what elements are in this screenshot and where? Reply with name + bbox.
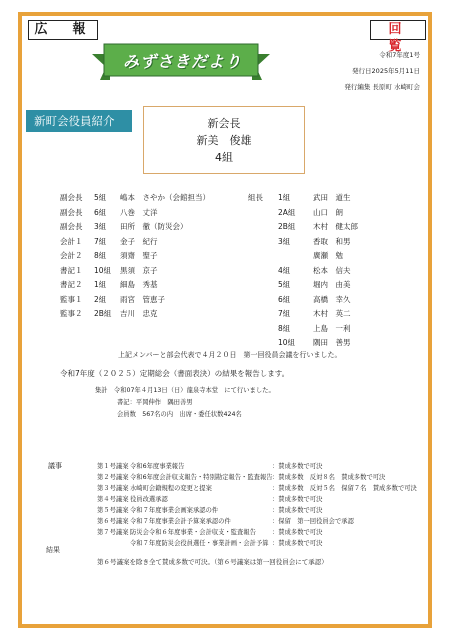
- officer-name: 雨宮 管恵子: [120, 294, 165, 304]
- leader-name: 上島 一利: [313, 323, 351, 333]
- leader-group: 3組: [278, 236, 291, 246]
- leader-name: 堀内 由美: [313, 280, 351, 289]
- officer-role: 副会長: [60, 207, 83, 217]
- agenda-title: 令和７年度事業会計予算案承認の件: [130, 518, 231, 525]
- leader-group: 5組: [278, 280, 291, 289]
- officer-name: 田所 徹（防災会）: [120, 222, 188, 231]
- officer-group: 10組: [94, 265, 112, 275]
- leader-role: 組長: [248, 193, 263, 202]
- agenda-number: 第７号議案: [97, 529, 129, 536]
- officer-name: 須齋 聖子: [120, 251, 158, 260]
- leader-group: 2B組: [278, 222, 296, 231]
- agenda-result: ：賛成多数で可決: [272, 463, 323, 470]
- president-group: 4組: [215, 151, 233, 164]
- agenda-number: 第２号議案: [97, 474, 129, 481]
- member-count-line: 会員数 567名の内 出席・委任状数424名: [117, 411, 242, 418]
- agenda-title: 令和７年度防災会役員選任・事業計画・会計予算: [130, 540, 269, 547]
- agenda-title: 令和７年度事業会画案承認の件: [130, 507, 219, 514]
- officer-group: 5組: [94, 193, 107, 202]
- leader-group: 1組: [278, 193, 291, 202]
- agenda-number: 第３号議案: [97, 485, 129, 492]
- leader-name: 隅田 善男: [313, 338, 351, 347]
- agenda-title: 防災会令和６年度事業・会計収支・監査報告: [130, 529, 256, 536]
- leader-group: 6組: [278, 294, 291, 304]
- count-line: 集計 令和07年４月13日（日）龍泉寺本堂 にて行いました。: [95, 387, 275, 394]
- officer-role: 書記１: [60, 265, 83, 275]
- leader-name: 高橋 幸久: [313, 294, 351, 304]
- agenda-heading: 議事: [48, 462, 62, 470]
- officer-name: 吉川 忠克: [120, 309, 158, 318]
- officer-group: 3組: [94, 222, 107, 231]
- newsletter-title: みずさきだより: [122, 52, 242, 71]
- agenda-number: 第１号議案: [97, 463, 129, 470]
- leader-name: 武田 道生: [313, 193, 351, 202]
- officer-group: 1組: [94, 280, 107, 289]
- agenda-result: ：賛成多数で可決: [272, 496, 323, 503]
- officer-group: 2組: [94, 294, 107, 304]
- leader-group: 2A組: [278, 207, 296, 217]
- agenda-title: 令和6年度事業報告: [130, 463, 185, 470]
- leader-name: 木村 英二: [313, 309, 351, 318]
- leader-name: 松本 信夫: [313, 265, 351, 275]
- officer-name: 細島 秀基: [120, 280, 158, 289]
- officer-role: 会計１: [60, 236, 83, 246]
- leader-group: 4組: [278, 265, 291, 275]
- officer-role: 副会長: [60, 193, 83, 202]
- issue-number: 令和7年度1号: [379, 51, 420, 59]
- leader-name: 廣瀬 勉: [313, 251, 343, 260]
- officer-group: 7組: [94, 236, 107, 246]
- leader-group: 7組: [278, 309, 291, 318]
- title-banner: [92, 40, 270, 84]
- agenda-result: ：賛成多数で可決: [272, 529, 323, 536]
- president-title: 新会長: [207, 117, 241, 130]
- general-meeting-heading: 令和7年度（２０２５）定期総会（書面表決）の結果を報告します。: [60, 369, 290, 378]
- officer-group: 8組: [94, 251, 107, 260]
- section-title: 新町会役員紹介: [26, 110, 132, 132]
- agenda-title: 役員改選承認: [130, 496, 168, 503]
- officer-group: 6組: [94, 207, 107, 217]
- agenda-result: ：賛成多数で可決: [272, 540, 323, 547]
- meeting-report-text: 上記メンバーと部会代表で４月２０日 第一回役員会議を行いました。: [118, 351, 342, 359]
- recorder-line: 書記：平岡伸作 隅田善男: [117, 399, 193, 406]
- officer-role: 書記２: [60, 280, 83, 289]
- leader-name: 香取 和男: [313, 236, 351, 246]
- president-name: 新美 俊雄: [196, 134, 252, 147]
- agenda-result: ：保留 第一回役員会で承認: [272, 518, 354, 525]
- officer-name: 八巻 丈洋: [120, 207, 158, 217]
- agenda-result: ：賛成多数 反対５名 保留７名 賛成多数で可決: [272, 485, 417, 492]
- publisher: 発行編集 長原町 水崎町会: [344, 83, 420, 91]
- public-notice-label: 広 報: [28, 20, 98, 40]
- officer-role: 会計２: [60, 251, 83, 260]
- agenda-number: 第６号議案: [97, 518, 129, 525]
- circulation-label: 回 覧: [370, 20, 426, 40]
- agenda-number: 第４号議案: [97, 496, 129, 503]
- agenda-title: 水崎町会籍規程の変更と提案: [130, 485, 212, 492]
- officer-name: 金子 紀行: [120, 236, 158, 246]
- agenda-title: 令和6年度会計収支報告・特別勘定報告・監査報告: [130, 474, 273, 481]
- president-box: [143, 106, 305, 174]
- officer-name: 黒須 京子: [120, 265, 158, 275]
- conclusion-heading: 結果: [46, 546, 60, 554]
- leader-name: 木村 健太郎: [313, 222, 358, 231]
- officer-role: 副会長: [60, 222, 83, 231]
- issue-date: 発行日2025年5月11日: [352, 67, 420, 75]
- officer-group: 2B組: [94, 309, 112, 318]
- officer-role: 監事１: [60, 294, 83, 304]
- agenda-number: 第５号議案: [97, 507, 129, 514]
- agenda-result: ：賛成多数で可決: [272, 507, 323, 514]
- officer-role: 監事２: [60, 309, 83, 318]
- leader-group: 10組: [278, 338, 296, 347]
- leader-name: 山口 朗: [313, 207, 343, 217]
- leader-group: 8組: [278, 323, 291, 333]
- officer-name: 嶋本 さやか（会館担当）: [120, 193, 210, 202]
- agenda-result: ：賛成多数 反対８名 賛成多数で可決: [272, 474, 386, 481]
- conclusion-text: 第６号議案を除き全て賛成多数で可決。（第６号議案は第一回役員会にて承認）: [97, 558, 328, 566]
